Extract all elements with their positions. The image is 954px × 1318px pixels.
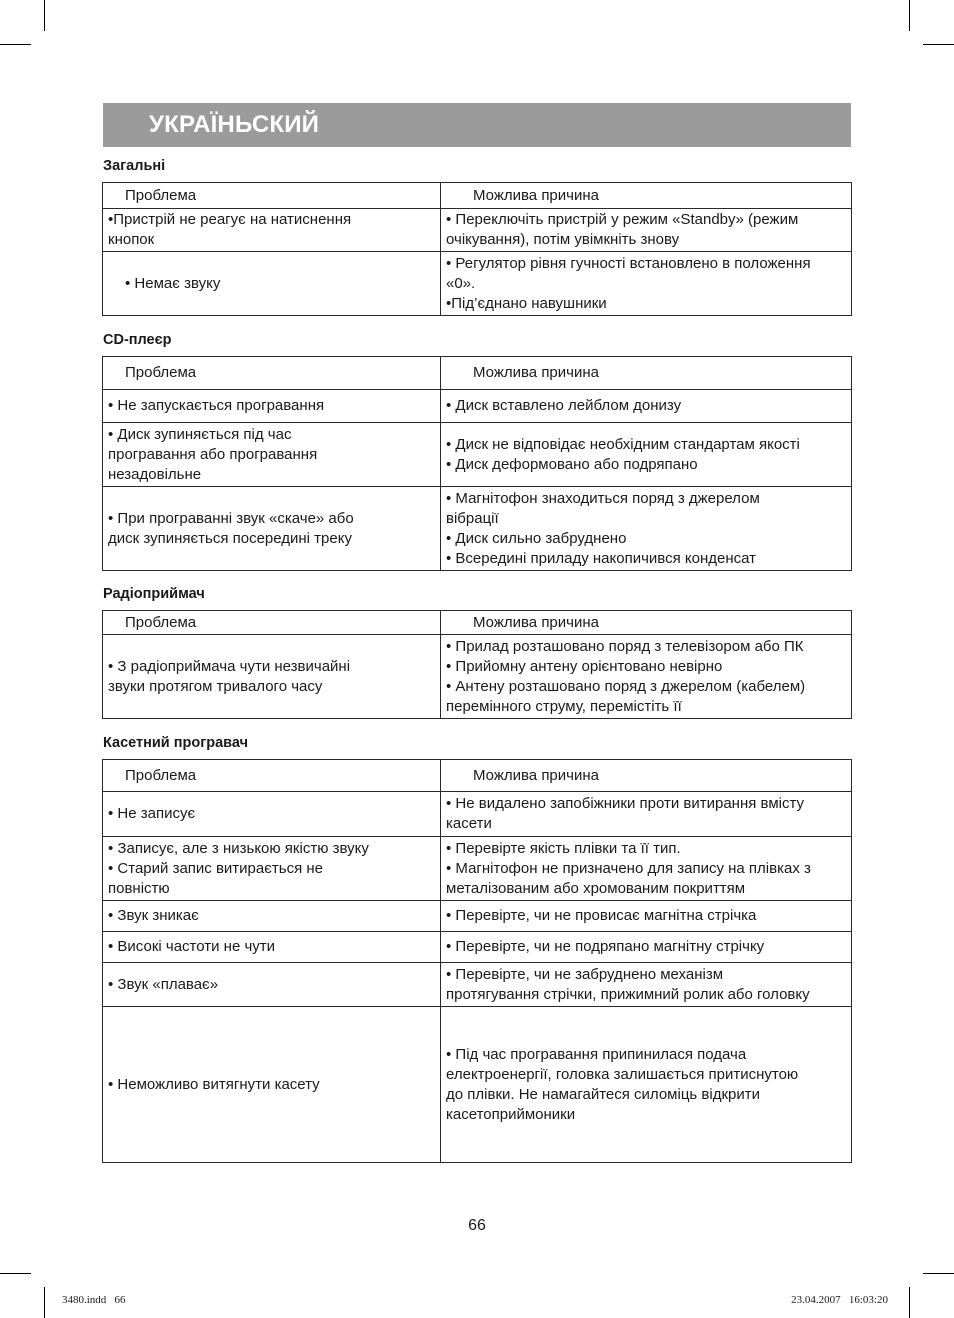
table-row — [103, 792, 852, 837]
cause-cell — [441, 209, 852, 252]
problem-cell — [103, 837, 441, 901]
cause-cell — [441, 423, 852, 487]
cell-line: • Диск вставлено лейблом донизу — [446, 397, 682, 414]
cell-line: •Пристрій не реагує на натиснення — [108, 211, 352, 228]
table-row — [103, 252, 852, 316]
table-row — [103, 390, 852, 423]
cell-line: • Не записує — [108, 805, 196, 822]
problem-cell — [103, 390, 441, 423]
crop-mark — [909, 0, 910, 31]
column-header-problem: Проблема — [103, 183, 441, 209]
cause-cell — [441, 963, 852, 1007]
cell-line: • Диск зупиняється під час — [108, 425, 292, 443]
column-header-problem: Проблема — [103, 611, 441, 635]
table-header-row — [103, 183, 852, 209]
cell-line: • Прилад розташовано поряд з телевізором або ПК — [446, 637, 804, 655]
cell-line: • З радіоприймача чути незвичайні — [108, 657, 351, 675]
column-header-cause: Можлива причина — [441, 760, 852, 792]
page-number: 66 — [468, 1217, 486, 1234]
cell-line: протягування стрічки, прижимний ролик або головку — [446, 985, 810, 1003]
cell-line: • Магнітофон не призначено для запису на плівках з — [446, 859, 811, 877]
cell-line: • Перевірте, чи не провисає магнітна стрічка — [446, 907, 757, 924]
problem-cell — [103, 423, 441, 487]
cause-cell — [441, 932, 852, 963]
table-row — [103, 963, 852, 1007]
cell-line: • Не видалено запобіжники проти витирання вмісту — [446, 795, 805, 812]
cell-line: • Високі частоти не чути — [108, 938, 276, 955]
cell-line: • Звук зникає — [108, 907, 199, 924]
language-banner — [103, 103, 851, 147]
table-row — [103, 901, 852, 932]
table-row — [103, 423, 852, 487]
crop-mark — [0, 44, 31, 45]
column-header-cause: Можлива причина — [441, 611, 852, 635]
problem-cell — [103, 792, 441, 837]
cell-line: • Записує, але з низькою якістю звуку — [108, 839, 369, 857]
crop-mark — [909, 1287, 910, 1318]
cell-line: • Прийомну антену орієнтовано невірно — [446, 657, 723, 675]
cell-line: кнопок — [108, 231, 155, 248]
problem-cell — [103, 963, 441, 1007]
troubleshooting-table-cassette-player — [102, 759, 852, 1163]
table-row — [103, 487, 852, 571]
cell-line: касетоприймоники — [446, 1105, 576, 1123]
crop-mark — [44, 1287, 45, 1318]
table-row — [103, 1007, 852, 1163]
troubleshooting-table-general — [102, 182, 852, 316]
cell-line: • Під час програвання припинилася подача — [446, 1045, 747, 1063]
cell-line: • Магнітофон знаходиться поряд з джерелом — [446, 489, 760, 507]
problem-cell — [103, 487, 441, 571]
table-row — [103, 932, 852, 963]
footer-file: 3480.indd 66 — [62, 1294, 126, 1306]
table-header-row — [103, 611, 852, 635]
cell-line: • Старий запис витирається не — [108, 859, 323, 877]
cell-line: • Диск сильно забруднено — [446, 529, 627, 547]
cause-cell — [441, 837, 852, 901]
cell-line: • Неможливо витягнути касету — [108, 1075, 320, 1093]
cell-line: • Диск не відповідає необхідним стандартам якості — [446, 435, 800, 453]
column-header-cause: Можлива причина — [441, 357, 852, 390]
cell-line: очікування), потім увімкніть знову — [446, 231, 680, 248]
problem-cell — [103, 635, 441, 719]
problem-cell — [103, 1007, 441, 1163]
cell-line: • Всередині приладу накопичився конденсат — [446, 549, 756, 567]
problem-cell — [103, 209, 441, 252]
column-header-cause: Можлива причина — [441, 183, 852, 209]
section-title-general: Загальні — [103, 158, 166, 174]
cause-cell — [441, 901, 852, 932]
cause-cell — [441, 792, 852, 837]
cell-line: • Звук «плаває» — [108, 975, 219, 993]
cell-line: • Перевірте якість плівки та її тип. — [446, 839, 681, 857]
page-title: УКРАЇНЬСКИЙ — [149, 111, 320, 138]
section-title-radio: Радіоприймач — [103, 586, 205, 602]
cell-line: «0». — [446, 274, 476, 292]
cell-line: •Під’єднано навушники — [446, 294, 607, 312]
cause-cell — [441, 487, 852, 571]
cell-line: повністю — [108, 879, 170, 897]
cell-line: перемінного струму, перемістіть її — [446, 697, 682, 715]
problem-cell — [103, 901, 441, 932]
cell-line: електроенергії, головка залишається притиснутою — [446, 1065, 799, 1083]
cell-line: диск зупиняється посередині треку — [108, 529, 352, 547]
cell-line: • Перевірте, чи не подряпано магнітну стрічку — [446, 938, 765, 955]
cell-line: металізованим або хромованим покриттям — [446, 879, 746, 897]
cell-line: вібрації — [446, 509, 499, 527]
cell-line: • Диск деформовано або подряпано — [446, 455, 698, 473]
table-header-row — [103, 357, 852, 390]
cell-line: • Немає звуку — [125, 274, 221, 292]
column-header-problem: Проблема — [103, 760, 441, 792]
troubleshooting-table-radio — [102, 610, 852, 719]
cell-line: • Переключіть пристрій у режим «Standby» (режим — [446, 211, 799, 228]
column-header-problem: Проблема — [103, 357, 441, 390]
cell-line: касети — [446, 815, 492, 832]
problem-cell — [103, 252, 441, 316]
cause-cell — [441, 390, 852, 423]
table-row — [103, 635, 852, 719]
section-title-cd-player: CD-плеєр — [103, 332, 172, 348]
cell-line: програвання або програвання — [108, 445, 318, 463]
crop-mark — [923, 44, 954, 45]
table-row — [103, 209, 852, 252]
cell-line: до плівки. Не намагайтеся силоміць відкрити — [446, 1085, 760, 1103]
cell-line: • Антену розташовано поряд з джерелом (кабелем) — [446, 677, 806, 695]
cause-cell — [441, 635, 852, 719]
table-header-row — [103, 760, 852, 792]
cause-cell — [441, 1007, 852, 1163]
problem-cell — [103, 932, 441, 963]
crop-mark — [923, 1273, 954, 1274]
cell-line: • Не запускається програвання — [108, 397, 325, 414]
table-row — [103, 837, 852, 901]
section-title-cassette-player: Касетний програвач — [103, 735, 249, 751]
crop-mark — [0, 1273, 31, 1274]
crop-mark — [44, 0, 45, 31]
cell-line: • Перевірте, чи не забруднено механізм — [446, 965, 724, 983]
cell-line: незадовільне — [108, 465, 202, 483]
troubleshooting-table-cd-player — [102, 356, 852, 571]
cell-line: • Регулятор рівня гучності встановлено в положення — [446, 254, 811, 272]
cell-line: • При програванні звук «скаче» або — [108, 509, 354, 527]
footer-datetime: 23.04.2007 16:03:20 — [791, 1294, 888, 1306]
cell-line: звуки протягом тривалого часу — [108, 677, 323, 695]
cause-cell — [441, 252, 852, 316]
